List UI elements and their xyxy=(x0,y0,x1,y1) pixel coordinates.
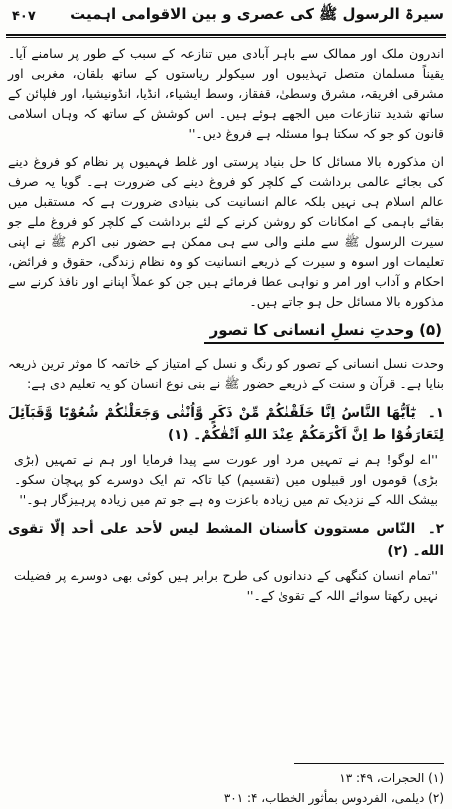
footnote-separator xyxy=(294,763,444,764)
item-number: ۱۔ xyxy=(427,405,444,421)
paragraph-solution: ان مذکورہ بالا مسائل کا حل بنیاد پرستی اور غلط فہمیوں پر نظام کو فروغ دینے کی بجائے عالمی برداشت کے کلچر کو فروغ دینے کی ضرورت ہے۔ گویا یہ صرف عالم اسلام ہی نہیں بلکہ عالم انسانیت کی بنیادی ضرورت ہے کہ مستقبل میں بقائے باہمی کے امکانات کو روشن کرنے کے لئے برداشت کے کلچر کو فروغ ملے جو سیرت الرسول ﷺ سے ملنے والی سے ہی ممکن ہے حضور نبی اکرم ﷺ نے اپنی تعلیمات اور اسوہ و سیرت کے ذریعے انسانیت کو وہ نظام زندگی، حقوق و فرائض، احکام و آداب اور امر و نواہی عطا فرمائے ہیں جن کو عملاً اپنانے اور نافذ کرنے سے مذکورہ بالا مسائل حل ہو جاتے ہیں۔ xyxy=(8,154,444,309)
list-item xyxy=(8,518,444,606)
section-intro: وحدت نسل انسانی کے تصور کو رنگ و نسل کے امتیاز کے خاتمہ کا موثر ترین ذریعہ بنایا ہے۔ قرآن و سنت کے ذریعے حضور ﷺ نے بنی نوع انسان کو یہ تعلیم دی ہے: xyxy=(8,356,444,391)
quran-verse xyxy=(8,402,444,446)
page-header xyxy=(4,2,448,30)
arabic-text: یٰٓاَیُّهَا النَّاسُ اِنَّا خَلَقْنٰکُمْ مِّنْ ذَکَرٍ وَّاُنْثٰی وَجَعَلْنٰکُمْ شُعُوْبًا وَّقَبَآئِلَ لِتَعَارَفُوْا ط اِنَّ اَکْرَمَکُمْ عِنْدَ اللهِ اَتْقٰکُمْ۔ (۱) xyxy=(8,405,444,443)
page-number: ۴۰۷ xyxy=(12,8,36,24)
section-heading xyxy=(8,320,444,344)
hadith-text xyxy=(8,518,444,562)
section-heading-text: (۵) وحدتِ نسلِ انسانی کا تصور xyxy=(204,320,444,344)
main-text xyxy=(8,44,444,614)
urdu-translation: ''تمام انسان کنگھی کے دندانوں کی طرح برابر ہیں کوئی بھی دوسرے پر فضیلت نہیں رکھتا سوائے اللہ کے تقویٰ کے۔'' xyxy=(14,568,438,603)
footnote: (۲) دیلمی، الفردوس بمأثور الخطاب، ۴: ۳۰۱ xyxy=(223,791,444,805)
urdu-translation: ''اے لوگو! ہم نے تمہیں مرد اور عورت سے پیدا فرمایا اور ہم نے تمہیں (بڑی بڑی) قوموں اور قبیلوں میں (تقسیم) کیا تاکہ تم ایک دوسرے کو پہچان سکو۔ بیشک اللہ کے نزدیک تم میں زیادہ باعزت وہ ہے جو تم میں زیادہ پرہیزگار ہو۔'' xyxy=(14,452,438,507)
footnotes xyxy=(8,763,444,808)
footnote: (۱) الحجرات، ۴۹: ۱۳ xyxy=(339,771,444,785)
paragraph-continued: اندرون ملک اور ممالک سے باہر آبادی میں تنازعہ کے سبب کے طور پر سامنے آیا۔ یقیناً مسلمان متصل تہذیبوں اور سیکولر ریاستوں کے ساتھ بلقان، مغربی اور مشرقی افریقہ، مشرق وسطیٰ، قفقاز، وسط ایشیاء، انڈیا، انڈونیشیا، اور فلپائن کے ساتھ شدید تنازعات میں الجھے ہوئے ہیں۔ اس کوشش کے ساتھ کہ وہاں اسلامی قانون کو جو کہ سکتا ہوا مسئلہ ہے فروغ دیں۔'' xyxy=(8,46,444,141)
item-number: ۲۔ xyxy=(427,521,444,537)
arabic-text: النّاس مستوون کأسنان المشط لیس لأحد علی أحد إلّا تقوی الله۔ (۲) xyxy=(8,521,444,559)
list-item xyxy=(8,402,444,510)
running-title: سیرۃ الرسول ﷺ کی عصری و بین الاقوامی اہمیت xyxy=(70,5,444,23)
header-rule-thin xyxy=(6,37,446,38)
header-rule xyxy=(6,34,446,36)
